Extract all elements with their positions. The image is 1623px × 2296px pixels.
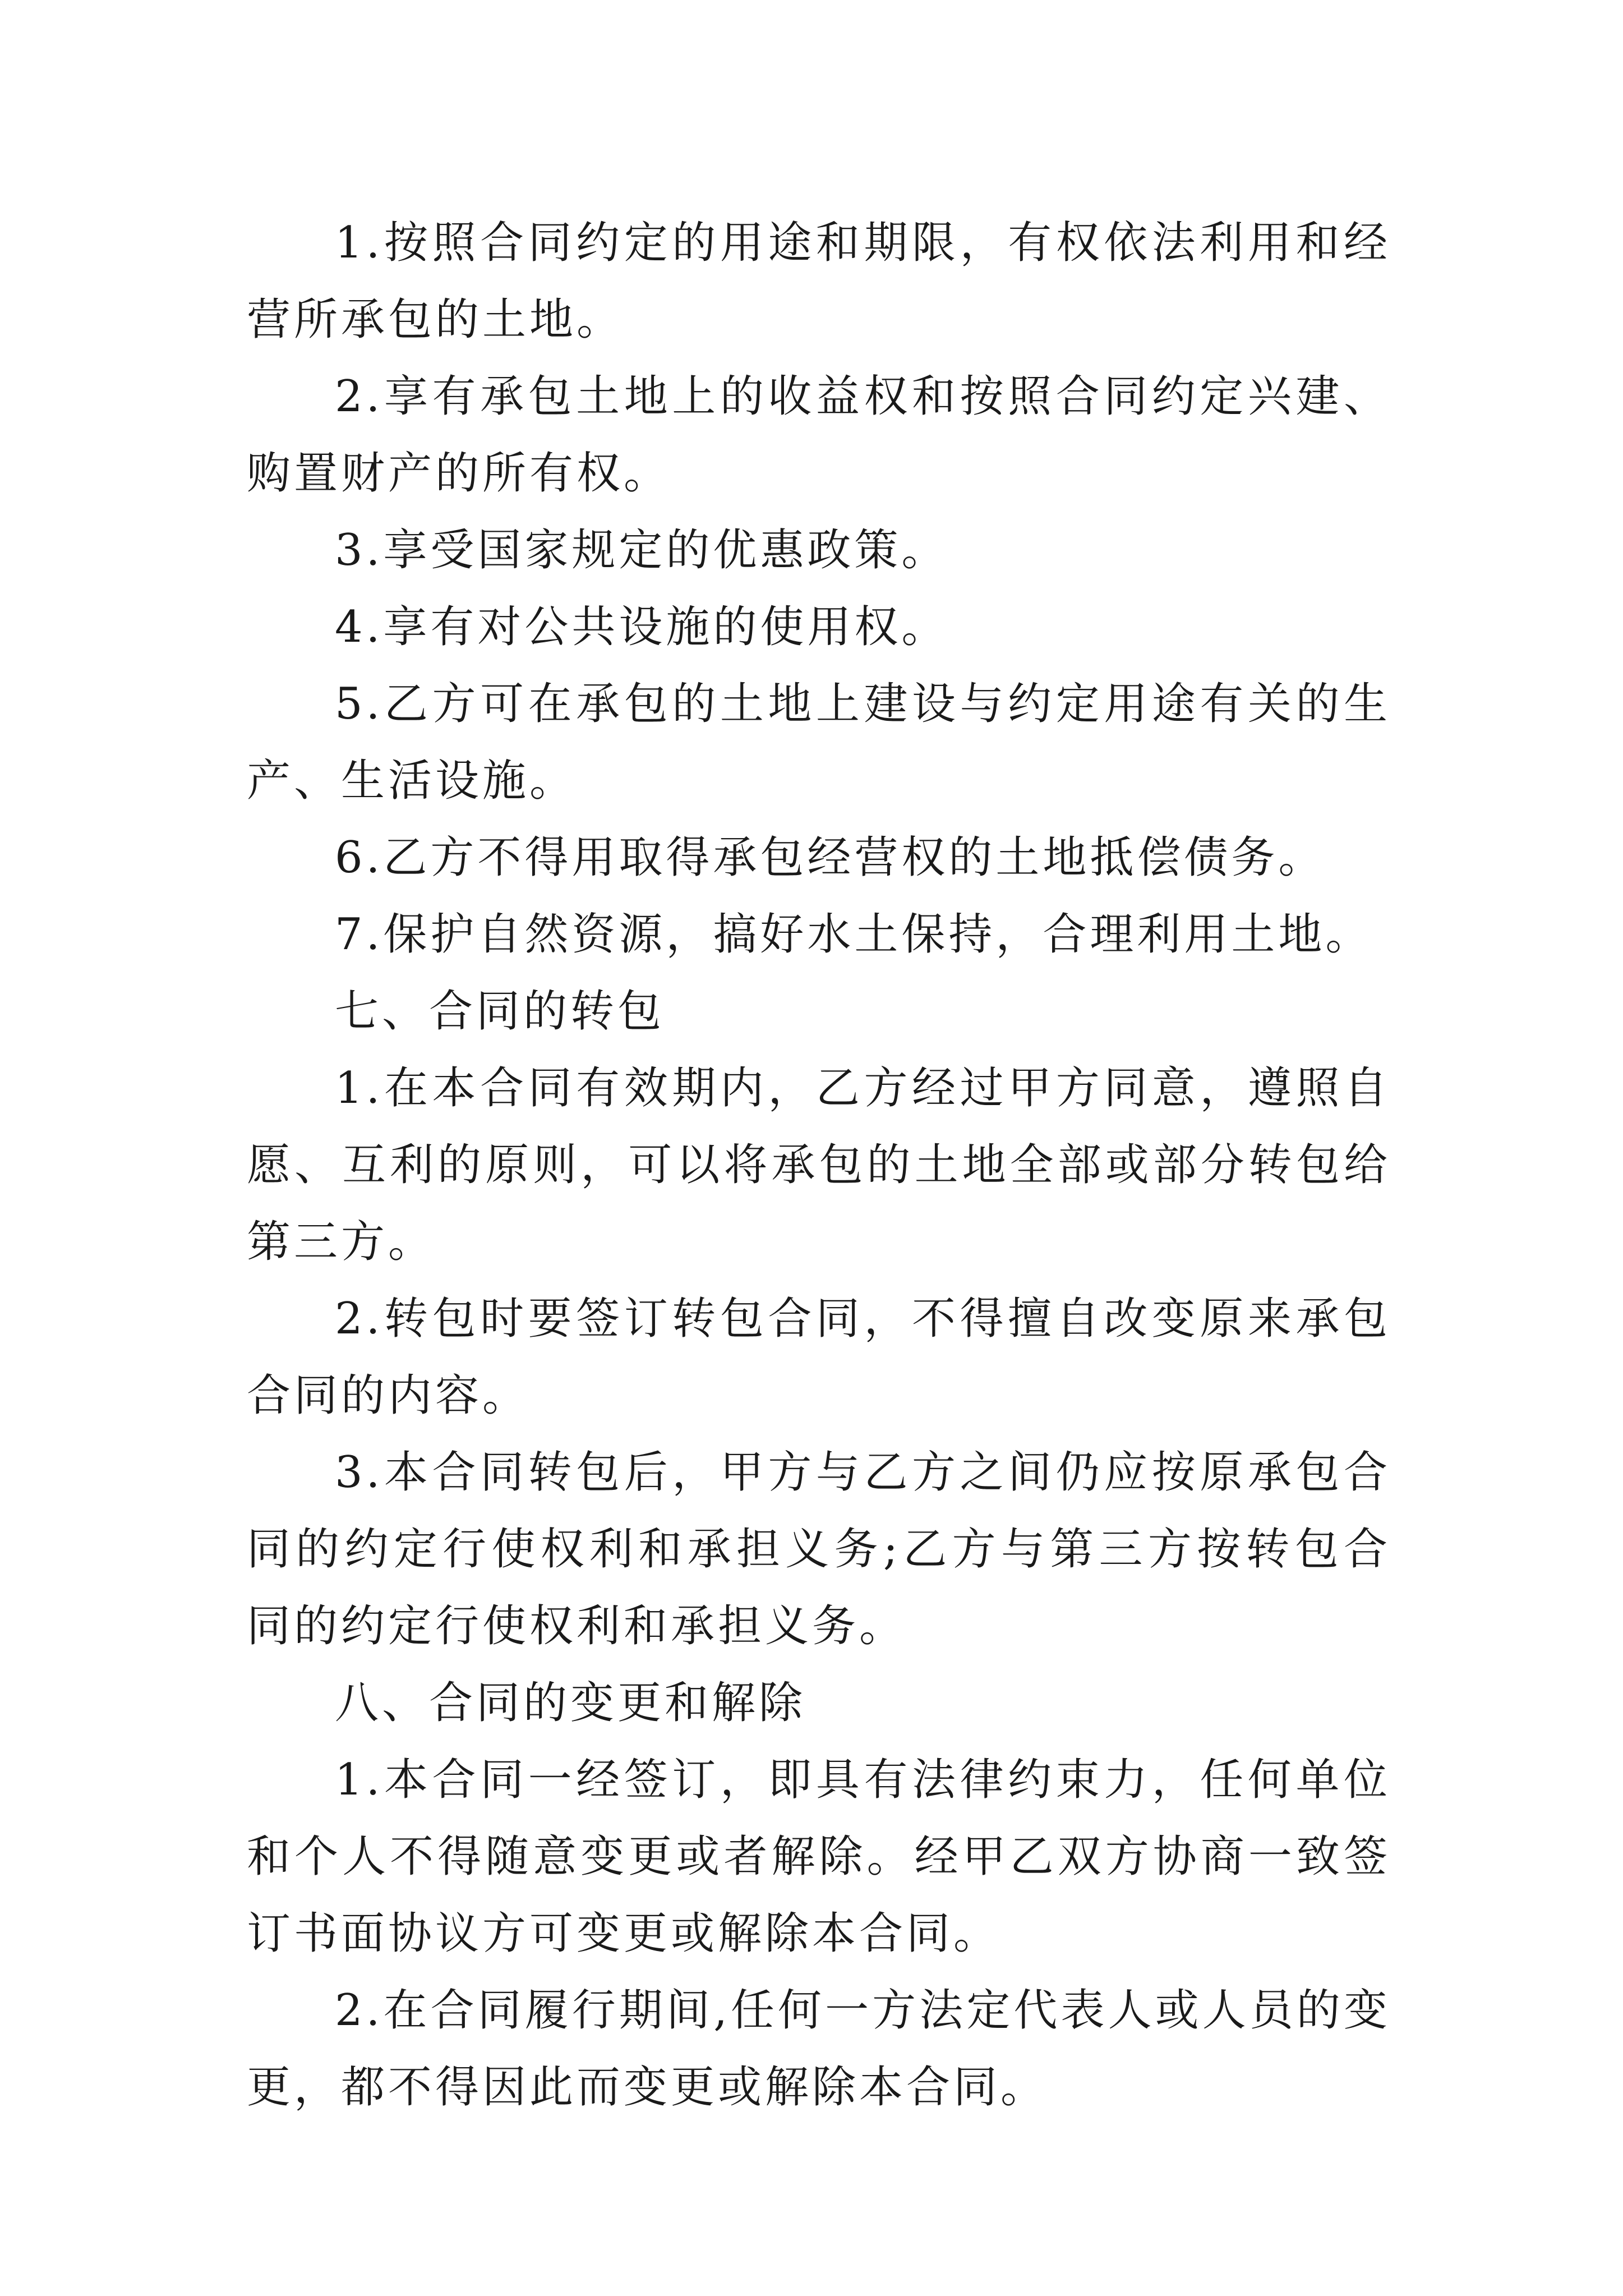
paragraph-sublease-3: 3.本合同转包后，甲方与乙方之间仍应按原承包合同的约定行使权利和承担义务;乙方与第三方按转包合同的约定行使权利和承担义务。 [247, 1447, 1391, 1651]
document-body [247, 205, 1391, 2126]
section-heading-sublease: 七、合同的转包 [335, 986, 665, 1037]
paragraph-right-3: 3.享受国家规定的优惠政策。 [335, 525, 949, 576]
paragraph-change-2: 2.在合同履行期间,任何一方法定代表人或人员的变更，都不得因此而变更或解除本合同。 [247, 1985, 1391, 2113]
paragraph-right-6: 6.乙方不得用取得承包经营权的土地抵偿债务。 [335, 832, 1326, 883]
paragraph-sublease-1: 1.在本合同有效期内，乙方经过甲方同意，遵照自愿、互利的原则，可以将承包的土地全部或部分转包给第三方。 [247, 1063, 1391, 1267]
paragraph-change-1: 1.本合同一经签订，即具有法律约束力，任何单位和个人不得随意变更或者解除。经甲乙双方协商一致签订书面协议方可变更或解除本合同。 [247, 1755, 1391, 1959]
section-heading-change-termination: 八、合同的变更和解除 [335, 1678, 806, 1728]
paragraph-right-5: 5.乙方可在承包的土地上建设与约定用途有关的生产、生活设施。 [247, 679, 1391, 806]
paragraph-sublease-2: 2.转包时要签订转包合同，不得擅自改变原来承包合同的内容。 [247, 1294, 1391, 1421]
paragraph-right-1: 1.按照合同约定的用途和期限，有权依法利用和经营所承包的土地。 [247, 218, 1391, 345]
paragraph-right-7: 7.保护自然资源，搞好水土保持，合理利用土地。 [335, 909, 1373, 960]
paragraph-right-4: 4.享有对公共设施的使用权。 [335, 602, 949, 652]
paragraph-right-2: 2.享有承包土地上的收益权和按照合同约定兴建、购置财产的所有权。 [247, 371, 1391, 499]
